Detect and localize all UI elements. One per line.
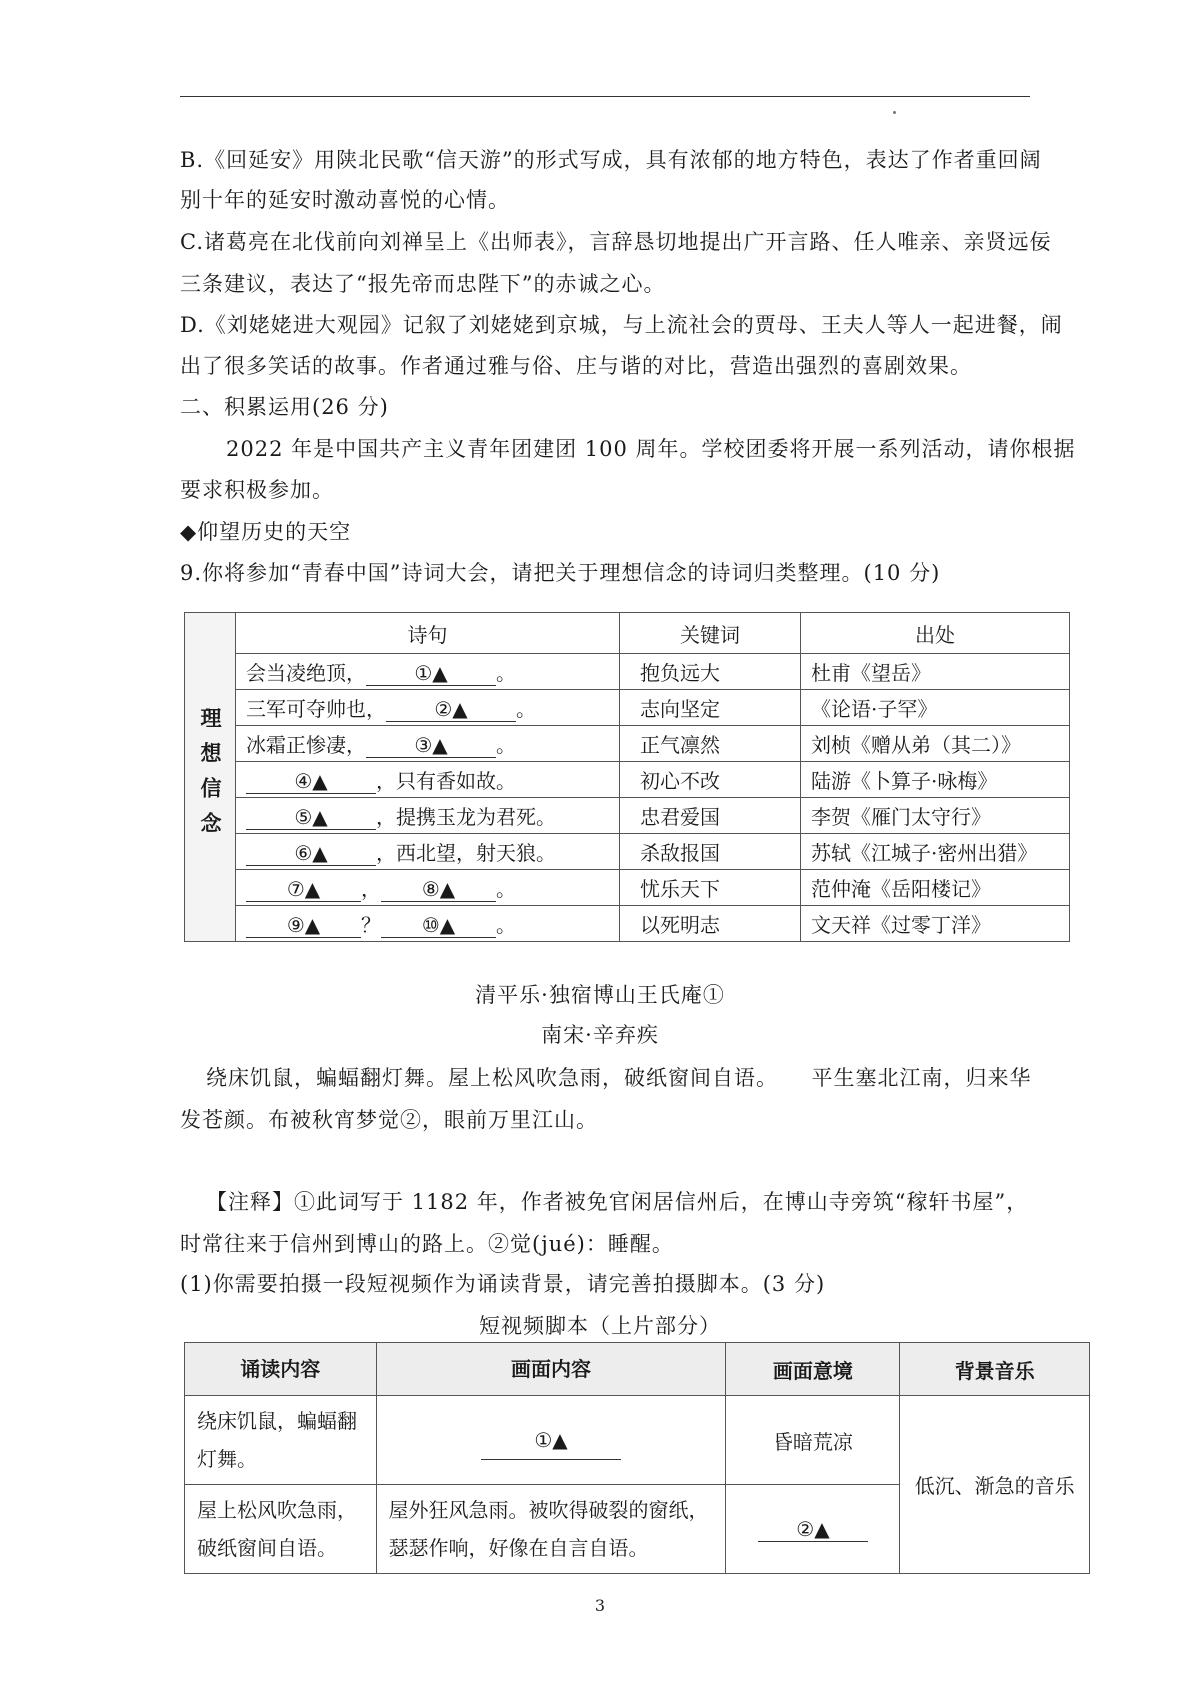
- answer-blank[interactable]: ②▲: [758, 1517, 868, 1542]
- subsection-heading: ◆仰望历史的天空: [180, 520, 352, 544]
- answer-blank[interactable]: ⑧▲: [381, 877, 496, 902]
- answer-blank[interactable]: ②▲: [386, 697, 516, 722]
- poem-line1: 绕床饥鼠，蝙蝠翻灯舞。屋上松风吹急雨，破纸窗间自语。 平生塞北江南，归来华: [206, 1066, 1032, 1090]
- answer-blank[interactable]: ⑨▲: [246, 913, 361, 938]
- scan-speck: [893, 111, 896, 114]
- option-d-line2: 出了很多笑话的故事。作者通过雅与俗、庄与谐的对比，营造出强烈的喜剧效果。: [180, 354, 972, 378]
- option-b-line1: B.《回延安》用陕北民歌“信天游”的形式写成，具有浓郁的地方特色，表达了作者重回阔: [180, 148, 1042, 172]
- question-1: (1)你需要拍摄一段短视频作为诵读背景，请完善拍摄脚本。(3 分): [180, 1272, 826, 1296]
- header-verse: 诗句: [236, 613, 620, 654]
- table-row: ⑥▲ ，西北望，射天狼。 杀敌报国 苏轼《江城子·密州出猎》: [185, 834, 1070, 870]
- header-recite: 诵读内容: [185, 1343, 377, 1396]
- table-row: 绕床饥鼠，蝙蝠翻灯舞。 ①▲ 昏暗荒凉 低沉、渐急的音乐: [185, 1396, 1090, 1485]
- intro-line1: 2022 年是中国共产主义青年团建团 100 周年。学校团委将开展一系列活动，请你根据: [226, 437, 1076, 461]
- answer-blank[interactable]: ④▲: [246, 769, 376, 794]
- category-cell: 理想信念: [185, 613, 236, 942]
- page-number: 3: [594, 1596, 606, 1615]
- table-row: 会当凌绝顶， ①▲ 。 抱负远大 杜甫《望岳》: [185, 654, 1070, 690]
- poetry-table: [184, 612, 1070, 942]
- poem-title: 清平乐·独宿博山王氏庵①: [475, 983, 725, 1007]
- notes-line2: 时常往来于信州到博山的路上。②觉(jué)：睡醒。: [180, 1232, 674, 1256]
- poem-author: 南宋·辛弃疾: [541, 1023, 659, 1047]
- section-heading: 二、积累运用(26 分): [180, 395, 389, 419]
- answer-blank[interactable]: ⑥▲: [246, 841, 376, 866]
- table-row: ④▲ ，只有香如故。 初心不改 陆游《卜算子·咏梅》: [185, 762, 1070, 798]
- header-mood: 画面意境: [726, 1343, 900, 1396]
- header-scene: 画面内容: [376, 1343, 726, 1396]
- answer-blank[interactable]: ⑦▲: [246, 877, 361, 902]
- table-row: ⑦▲ ， ⑧▲ 。 忧乐天下 范仲淹《岳阳楼记》: [185, 870, 1070, 906]
- table-row: ⑤▲ ，提携玉龙为君死。 忠君爱国 李贺《雁门太守行》: [185, 798, 1070, 834]
- answer-blank[interactable]: ①▲: [481, 1421, 621, 1460]
- option-c-line2: 三条建议，表达了“报先帝而忠陛下”的赤诚之心。: [180, 272, 666, 296]
- table-row: 冰霜正惨凄， ③▲ 。 正气凛然 刘桢《赠从弟（其二）》: [185, 726, 1070, 762]
- table-row: 屋上松风吹急雨，破纸窗间自语。 屋外狂风急雨。被吹得破裂的窗纸，瑟瑟作响，好像在自言自语。 ②▲: [185, 1485, 1090, 1574]
- video-script-table: [184, 1342, 1090, 1574]
- header-keyword: 关键词: [620, 613, 801, 654]
- answer-blank[interactable]: ①▲: [366, 661, 496, 686]
- answer-blank[interactable]: ③▲: [366, 733, 496, 758]
- option-d-line1: D.《刘姥姥进大观园》记叙了刘姥姥到京城，与上流社会的贾母、王夫人等人一起进餐，闹: [180, 313, 1063, 337]
- poem-line2: 发苍颜。布被秋宵梦觉②，眼前万里江山。: [180, 1108, 598, 1132]
- notes-line1: 【注释】①此词写于 1182 年，作者被免官闲居信州后，在博山寺旁筑“稼轩书屋”，: [206, 1190, 1029, 1214]
- option-b-line2: 别十年的延安时激动喜悦的心情。: [180, 188, 510, 212]
- answer-blank[interactable]: ⑤▲: [246, 805, 376, 830]
- header-music: 背景音乐: [900, 1343, 1090, 1396]
- table-row: ⑨▲ ？ ⑩▲ 。 以死明志 文天祥《过零丁洋》: [185, 906, 1070, 942]
- question-9: 9.你将参加“青春中国”诗词大会，请把关于理想信念的诗词归类整理。(10 分): [180, 561, 941, 585]
- option-c-line1: C.诸葛亮在北伐前向刘禅呈上《出师表》，言辞恳切地提出广开言路、任人唯亲、亲贤远佞: [180, 230, 1052, 254]
- script-title: 短视频脚本（上片部分）: [479, 1314, 721, 1338]
- music-cell: 低沉、渐急的音乐: [900, 1396, 1090, 1574]
- table-row: 三军可夺帅也， ②▲ 。 志向坚定 《论语·子罕》: [185, 690, 1070, 726]
- header-source: 出处: [801, 613, 1070, 654]
- answer-blank[interactable]: ⑩▲: [381, 913, 496, 938]
- intro-line2: 要求积极参加。: [180, 478, 334, 502]
- header-rule: [180, 96, 1030, 97]
